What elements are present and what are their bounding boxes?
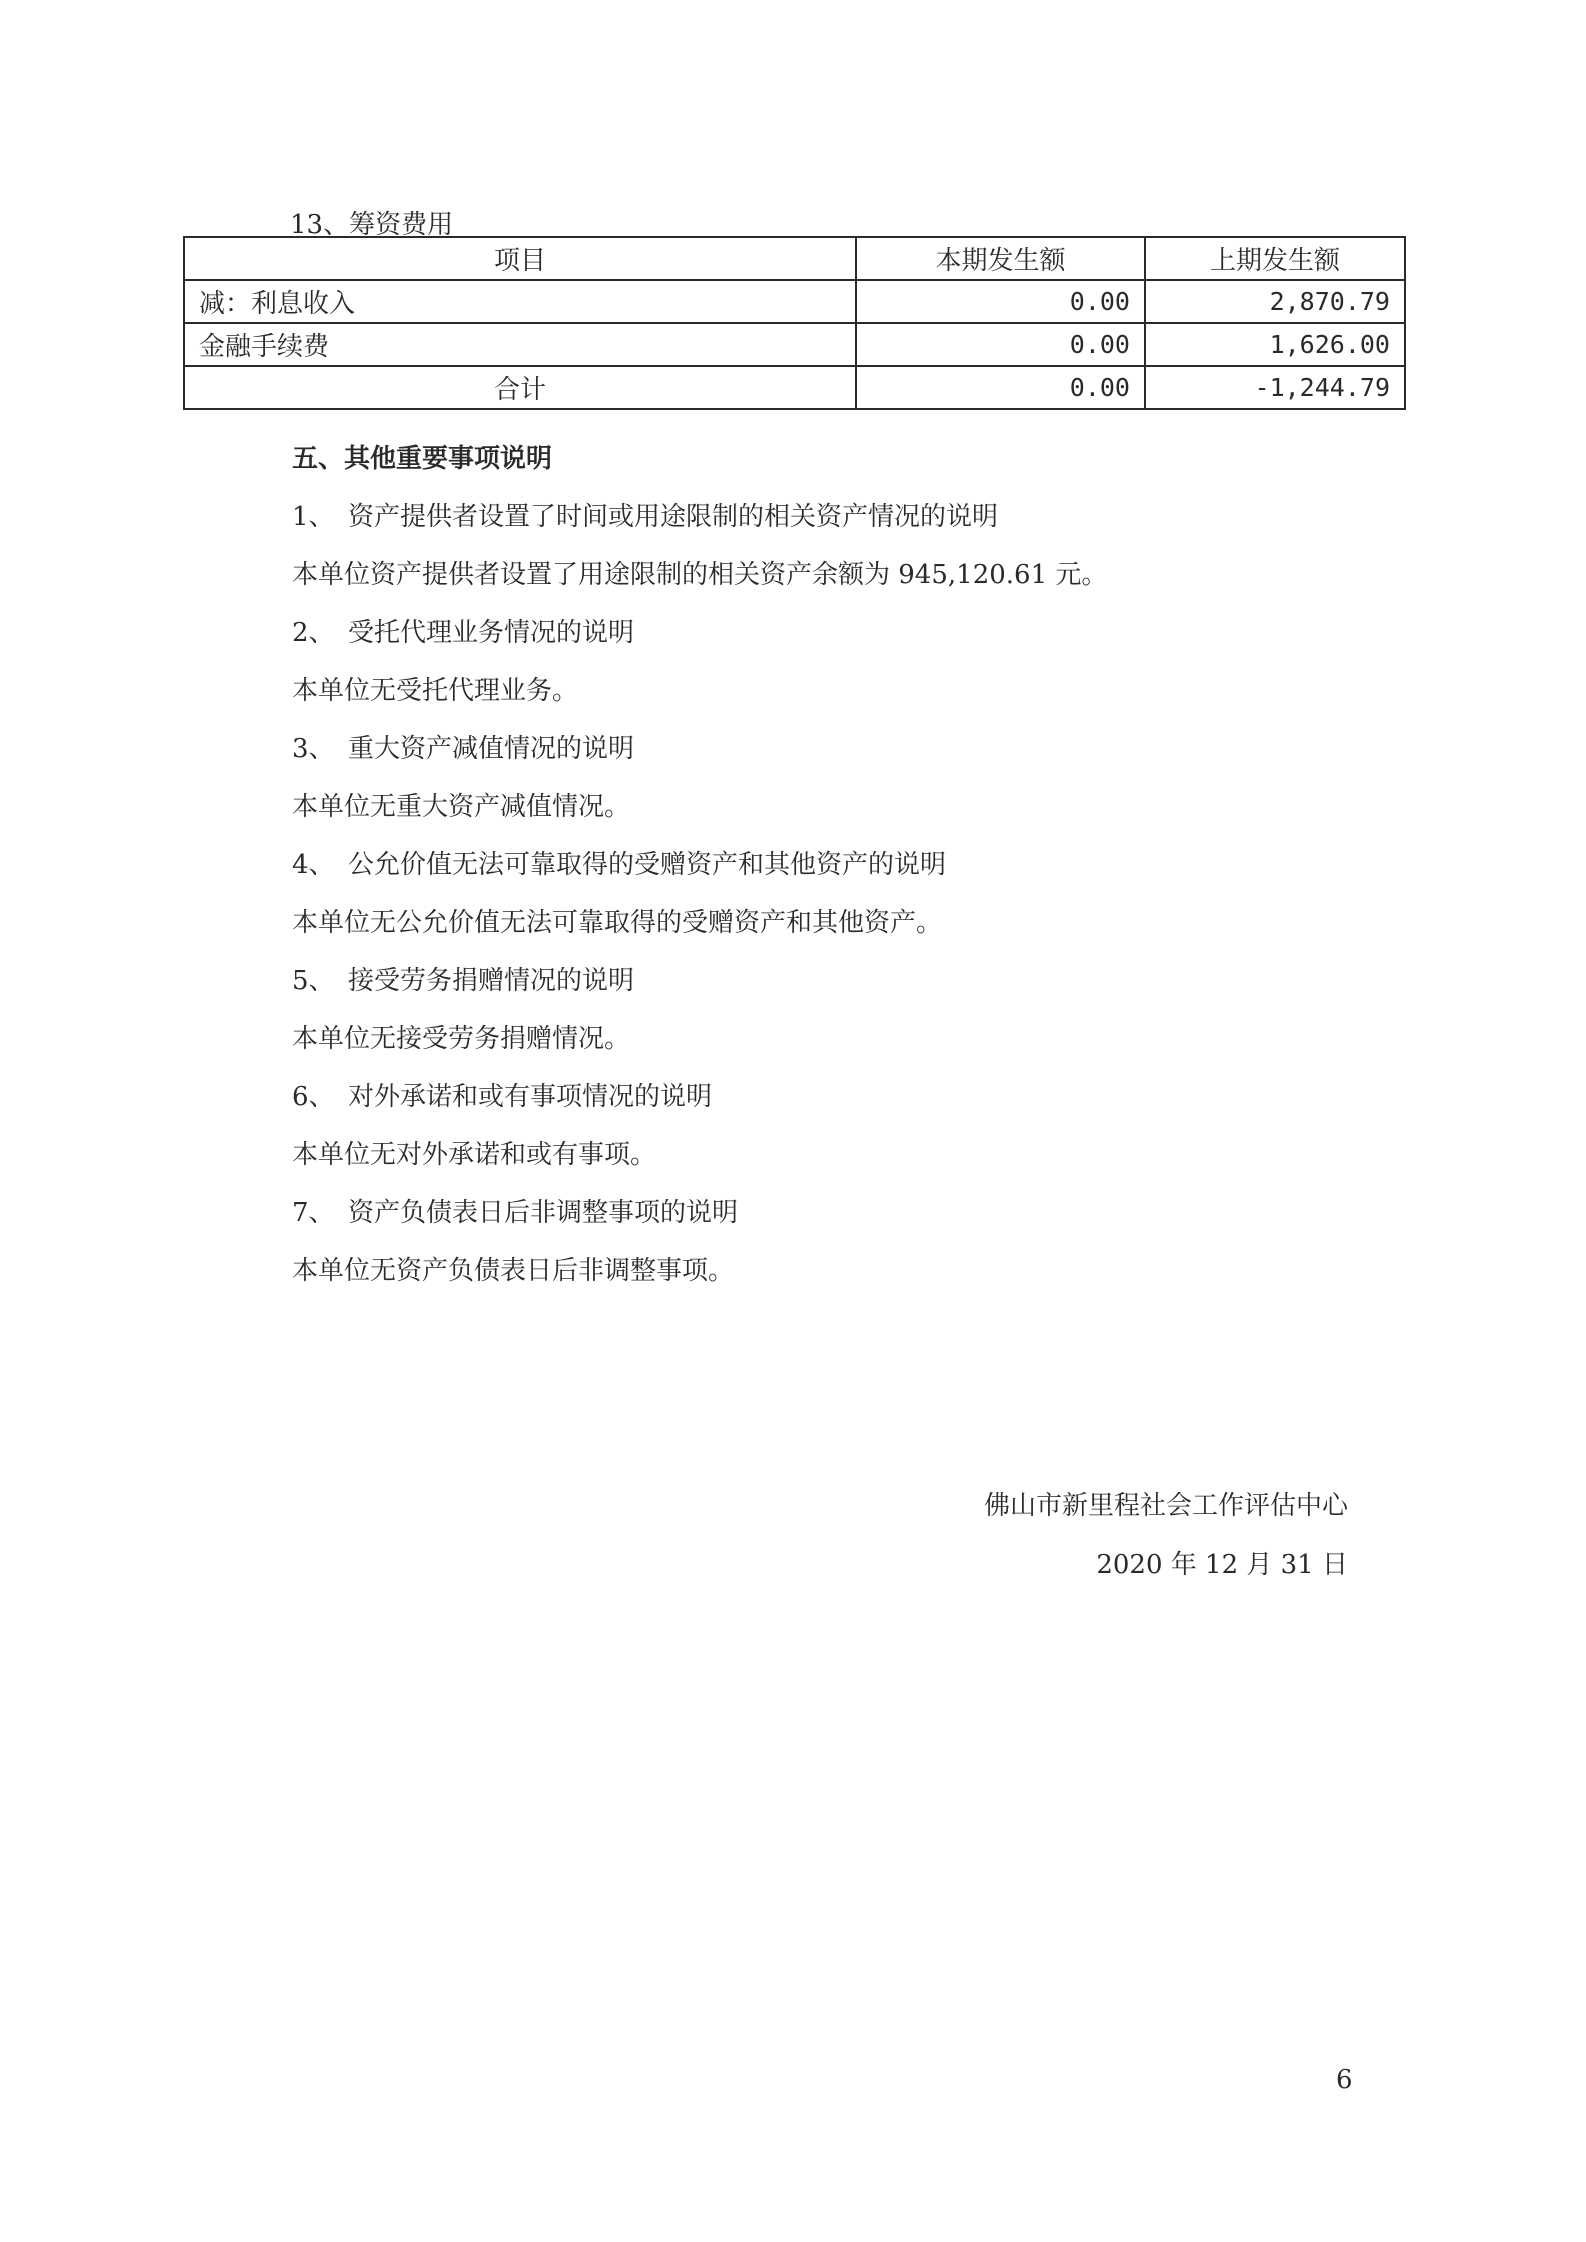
note-title-text: 重大资产减值情况的说明 — [348, 734, 635, 764]
section-title: 13、筹资费用 — [290, 210, 454, 240]
signature-date: 2020 年 12 月 31 日 — [1096, 1550, 1348, 1580]
row-item: 金融手续费 — [184, 323, 856, 366]
page-number: 6 — [1336, 2065, 1353, 2095]
note-title-text: 资产负债表日后非调整事项的说明 — [348, 1198, 739, 1228]
note-text: 本单位无公允价值无法可靠取得的受赠资产和其他资产。 — [292, 908, 943, 938]
note-number: 4、 — [292, 850, 335, 880]
note-number: 6、 — [292, 1082, 335, 1112]
header-current: 本期发生额 — [856, 237, 1145, 280]
table-header-row — [184, 237, 1405, 280]
note-text: 本单位无受托代理业务。 — [292, 676, 579, 706]
table-total-row — [184, 366, 1405, 409]
note-title-text: 公允价值无法可靠取得的受赠资产和其他资产的说明 — [348, 850, 947, 880]
header-item: 项目 — [184, 237, 856, 280]
note-title-text: 对外承诺和或有事项情况的说明 — [348, 1082, 713, 1112]
notes-section — [292, 437, 1392, 1307]
note-title — [292, 495, 1392, 553]
row-item: 合计 — [184, 366, 856, 409]
note-text: 本单位无资产负债表日后非调整事项。 — [292, 1256, 735, 1286]
note-number: 3、 — [292, 734, 335, 764]
note-title-text: 接受劳务捐赠情况的说明 — [348, 966, 635, 996]
note-title — [292, 1191, 1392, 1249]
note-text: 本单位无重大资产减值情况。 — [292, 792, 631, 822]
note-title-text: 受托代理业务情况的说明 — [348, 618, 635, 648]
note-title — [292, 727, 1392, 785]
header-previous: 上期发生额 — [1145, 237, 1405, 280]
note-number: 5、 — [292, 966, 335, 996]
row-previous: 1,626.00 — [1145, 323, 1405, 366]
note-title — [292, 843, 1392, 901]
signature-org: 佛山市新里程社会工作评估中心 — [983, 1491, 1348, 1521]
note-title — [292, 959, 1392, 1017]
row-item: 减：利息收入 — [184, 280, 856, 323]
row-current: 0.00 — [856, 280, 1145, 323]
table-row — [184, 280, 1405, 323]
note-title — [292, 611, 1392, 669]
note-title — [292, 1075, 1392, 1133]
row-previous: -1,244.79 — [1145, 366, 1405, 409]
row-current: 0.00 — [856, 323, 1145, 366]
note-title-text: 资产提供者设置了时间或用途限制的相关资产情况的说明 — [348, 502, 999, 532]
row-current: 0.00 — [856, 366, 1145, 409]
note-number: 7、 — [292, 1198, 335, 1228]
financing-expense-table — [183, 236, 1406, 410]
row-previous: 2,870.79 — [1145, 280, 1405, 323]
note-text: 本单位无接受劳务捐赠情况。 — [292, 1024, 631, 1054]
note-text: 本单位资产提供者设置了用途限制的相关资产余额为 945,120.61 元。 — [292, 560, 1108, 590]
table-row — [184, 323, 1405, 366]
note-text: 本单位无对外承诺和或有事项。 — [292, 1140, 657, 1170]
note-number: 2、 — [292, 618, 335, 648]
note-number: 1、 — [292, 502, 335, 532]
notes-heading: 五、其他重要事项说明 — [292, 444, 553, 474]
